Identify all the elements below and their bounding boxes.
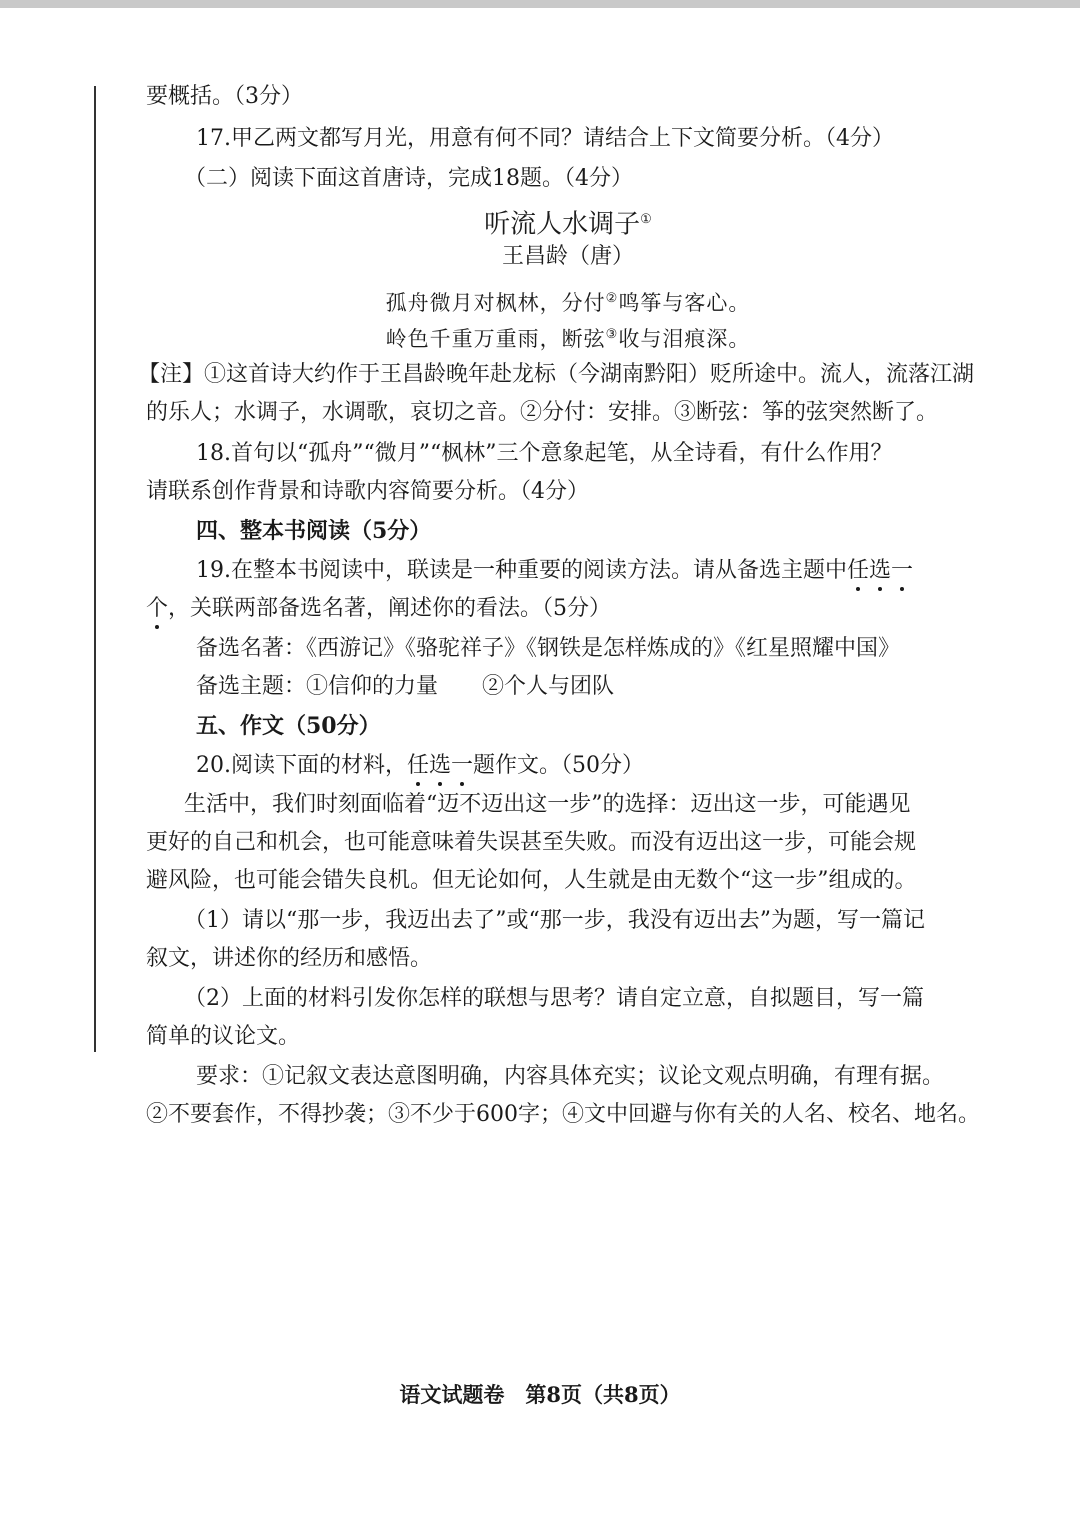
poem-title-text: 听流人水调子 — [484, 209, 641, 240]
candidate-books: 备选名著：《西游记》《骆驼祥子》《钢铁是怎样炼成的》《红星照耀中国》 — [196, 636, 901, 661]
emphasis-char: 选 — [869, 558, 892, 583]
question-20 — [196, 751, 644, 781]
candidate-topics: 备选主题：①信仰的力量 ②个人与团队 — [196, 674, 615, 699]
question-17: 17.甲乙两文都写月光，用意有何不同？请结合上下文简要分析。（4分） — [196, 126, 894, 151]
poem-title-note-mark: ① — [640, 212, 652, 227]
section-2-heading: （二）阅读下面这首唐诗，完成18题。（4分） — [184, 166, 633, 191]
requirements-line-2: ②不要套作，不得抄袭；③不少于600字；④文中回避与你有关的人名、校名、地名。 — [146, 1102, 980, 1127]
poem-line-1 — [146, 284, 990, 314]
poem-title — [146, 205, 990, 240]
question-19-line-2 — [146, 594, 611, 624]
page-footer: 语文试题卷 第8页（共8页） — [399, 1382, 681, 1407]
poem-line-2b: 收与泪痕深。 — [618, 327, 751, 351]
material-line-2: 更好的自己和机会，也可能意味着失误甚至失败。而没有迈出这一步，可能会规 — [146, 830, 917, 855]
poem-line-1-note-mark: ② — [605, 291, 619, 306]
question-19-line-1 — [196, 556, 913, 586]
top-scan-edge — [0, 0, 1080, 8]
option-1-line-2: 叙文，讲述你的经历和感悟。 — [146, 946, 433, 971]
poem-line-2a: 岭色千重万重雨，断弦 — [385, 327, 606, 351]
emphasis-char: 一 — [891, 558, 914, 583]
poem-note-line-1: 【注】①这首诗大约作于王昌龄晚年赴龙标（今湖南黔阳）贬所途中。流人，流落江湖 — [138, 362, 975, 387]
q20-text: 题作文。（50分） — [473, 753, 645, 778]
poem-line-2-note-mark: ③ — [605, 327, 619, 342]
question-18-line-1: 18.首句以“孤舟”“微月”“枫林”三个意象起笔，从全诗看，有什么作用？ — [196, 441, 893, 466]
section-4-heading: 四、整本书阅读（5分） — [196, 518, 432, 544]
emphasis-char: 任 — [407, 753, 430, 778]
poem-line-2 — [146, 320, 990, 350]
emphasis-char: 任 — [847, 558, 870, 583]
poem-note-line-2: 的乐人；水调子，水调歌，哀切之音。②分付：安排。③断弦：筝的弦突然断了。 — [146, 400, 939, 425]
q19-text: 19.在整本书阅读中，联读是一种重要的阅读方法。请从备选主题中 — [196, 558, 847, 583]
poem-line-1b: 鸣筝与客心。 — [618, 291, 751, 315]
requirements-line-1: 要求：①记叙文表达意图明确，内容具体充实；议论文观点明确，有理有据。 — [196, 1064, 945, 1089]
section-5-heading: 五、作文（50分） — [196, 713, 381, 739]
poem-line-1a: 孤舟微月对枫林，分付 — [385, 291, 606, 315]
emphasis-char: 个 — [146, 596, 169, 621]
material-line-3: 避风险，也可能会错失良机。但无论如何，人生就是由无数个“这一步”组成的。 — [146, 868, 917, 893]
q19-text: ，关联两部备选名著，阐述你的看法。（5分） — [168, 596, 612, 621]
option-2-line-1: （2）上面的材料引发你怎样的联想与思考？请自定立意，自拟题目，写一篇 — [184, 986, 924, 1011]
poem-author: 王昌龄（唐） — [501, 244, 634, 269]
q20-text: 20.阅读下面的材料， — [196, 753, 407, 778]
binding-margin-line — [94, 86, 96, 1052]
option-1-line-1: （1）请以“那一步，我迈出去了”或“那一步，我没有迈出去”为题，写一篇记 — [184, 908, 925, 933]
text-line-continuation: 要概括。（3分） — [146, 84, 303, 109]
emphasis-char: 一 — [451, 753, 474, 778]
question-18-line-2: 请联系创作背景和诗歌内容简要分析。（4分） — [146, 479, 589, 504]
option-2-line-2: 简单的议论文。 — [146, 1024, 301, 1049]
material-line-1: 生活中，我们时刻面临着“迈不迈出这一步”的选择：迈出这一步，可能遇见 — [184, 792, 911, 817]
emphasis-char: 选 — [429, 753, 452, 778]
